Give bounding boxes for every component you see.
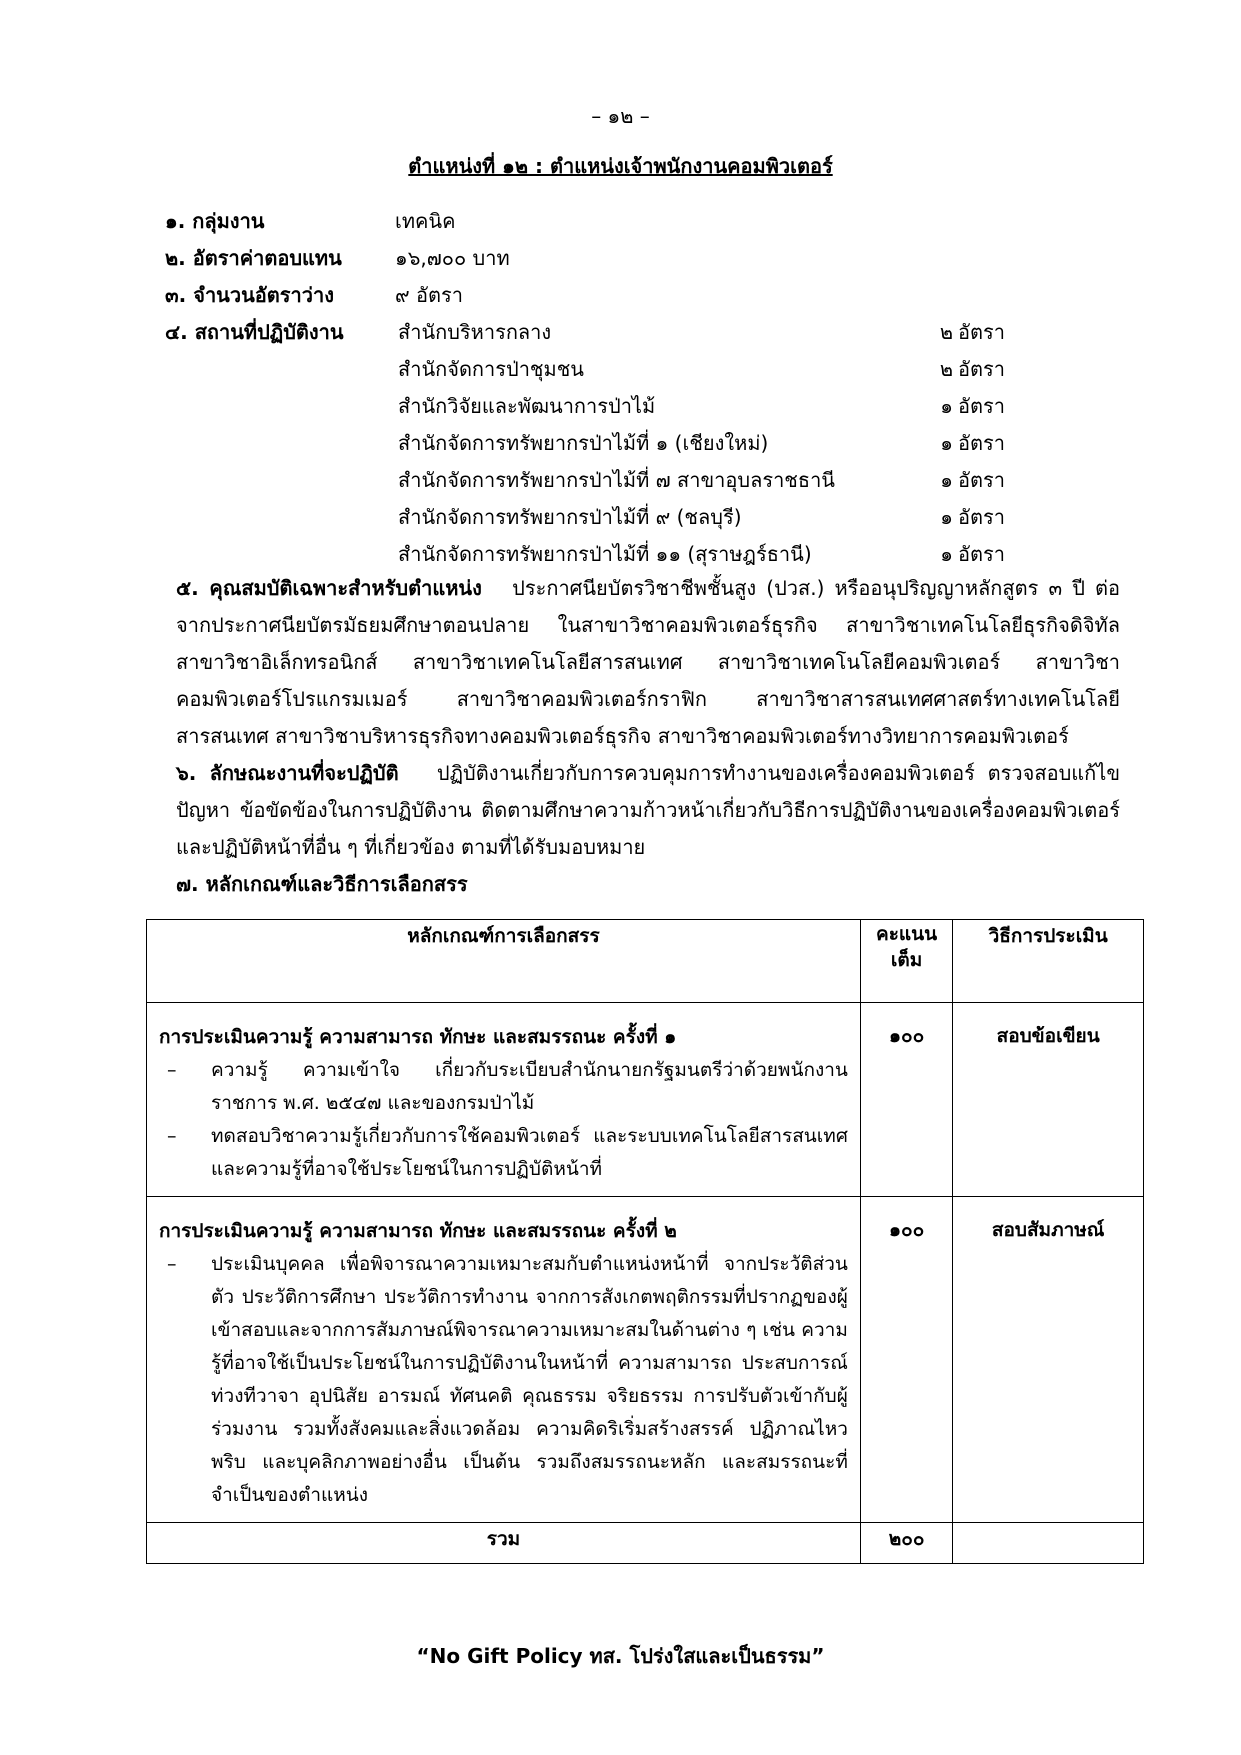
location-name: สำนักจัดการป่าชุมชน	[398, 357, 584, 381]
position-title: ตำแหน่งที่ ๑๒ : ตำแหน่งเจ้าพนักงานคอมพิวเตอร์	[408, 154, 833, 178]
total-score: ๒๐๐	[860, 1523, 952, 1564]
location-count: ๒	[939, 320, 953, 344]
location-count: ๑	[940, 394, 953, 418]
total-empty-cell	[953, 1523, 1144, 1564]
location-unit: อัตรา	[958, 320, 1005, 344]
info-label: ๓. จำนวนอัตราว่าง	[165, 283, 334, 307]
location-count: ๒	[939, 357, 953, 381]
criteria-cell	[147, 1197, 861, 1523]
total-label: รวม	[147, 1523, 861, 1564]
criteria-heading: ๗. หลักเกณฑ์และวิธีการเลือกสรร	[176, 872, 468, 896]
location-unit: อัตรา	[958, 394, 1005, 418]
table-total-row	[147, 1523, 1144, 1564]
location-name: สำนักจัดการทรัพยากรป่าไม้ที่ ๙ (ชลบุรี)	[398, 505, 742, 529]
location-name: สำนักบริหารกลาง	[398, 320, 552, 344]
method-cell: สอบข้อเขียน	[953, 1003, 1144, 1197]
duties-text: ปฏิบัติงานเกี่ยวกับการควบคุมการทำงานของเครื่องคอมพิวเตอร์ ตรวจสอบแก้ไขปัญหา ข้อขัดข้องในการปฏิบัติงาน ติดตามศึกษาความก้าวหน้าเกี่ยวกับวิธีการปฏิบัติงานของเครื่องคอมพิวเตอร์ และปฏิบัติหน้าที่อื่น ๆ ที่เกี่ยวข้อง ตามที่ได้รับมอบหมาย	[176, 761, 1121, 859]
header-method: วิธีการประเมิน	[953, 920, 1144, 1003]
table-row	[147, 1003, 1144, 1197]
location-unit: อัตรา	[958, 542, 1005, 566]
location-unit: อัตรา	[958, 357, 1005, 381]
location-unit: อัตรา	[958, 505, 1005, 529]
location-name: สำนักจัดการทรัพยากรป่าไม้ที่ ๑ (เชียงใหม่)	[398, 431, 769, 455]
criteria-title: การประเมินความรู้ ความสามารถ ทักษะ และสมรรถนะ ครั้งที่ ๑	[159, 1026, 677, 1048]
info-label: ๑. กลุ่มงาน	[165, 209, 265, 233]
criteria-item	[159, 1120, 848, 1186]
location-count: ๑	[940, 542, 953, 566]
location-count: ๑	[940, 431, 953, 455]
location-count: ๑	[940, 505, 953, 529]
info-label: ๒. อัตราค่าตอบแทน	[165, 246, 342, 270]
criteria-item-text: ความรู้ ความเข้าใจ เกี่ยวกับระเบียบสำนักนายกรัฐมนตรีว่าด้วยพนักงานราชการ พ.ศ. ๒๕๔๗ และของกรมป่าไม้	[211, 1059, 848, 1114]
location-count: ๑	[940, 468, 953, 492]
criteria-item-text: ประเมินบุคคล เพื่อพิจารณาความเหมาะสมกับตำแหน่งหน้าที่ จากประวัติส่วนตัว ประวัติการศึกษา ประวัติการทำงาน จากการสังเกตพฤติกรรมที่ปรากฏของผู้เข้าสอบและจากการสัมภาษณ์พิจารณาความเหมาะสมในด้านต่าง ๆ เช่น ความรู้ที่อาจใช้เป็นประโยชน์ในการปฏิบัติงานในหน้าที่ ความสามารถ ประสบการณ์ ท่วงทีวาจา อุปนิสัย อารมณ์ ทัศนคติ คุณธรรม จริยธรรม การปรับตัวเข้ากับผู้ร่วมงาน รวมทั้งสังคมและสิ่งแวดล้อม ความคิดริเริ่มสร้างสรรค์ ปฏิภาณไหวพริบ และบุคลิกภาพอย่างอื่น เป็นต้น รวมถึงสมรรถนะหลัก และสมรรถนะที่จำเป็นของตำแหน่ง	[211, 1253, 848, 1506]
info-value: เทคนิค	[395, 209, 456, 233]
method-cell: สอบสัมภาษณ์	[953, 1197, 1144, 1523]
duties-paragraph	[176, 755, 1120, 866]
location-name: สำนักวิจัยและพัฒนาการป่าไม้	[398, 394, 656, 418]
table-row	[147, 1197, 1144, 1523]
criteria-cell	[147, 1003, 861, 1197]
page-number: – ๑๒ –	[591, 104, 650, 128]
criteria-title: การประเมินความรู้ ความสามารถ ทักษะ และสมรรถนะ ครั้งที่ ๒	[159, 1220, 677, 1242]
score-cell: ๑๐๐	[860, 1197, 952, 1523]
info-value: ๑๖,๗๐๐ บาท	[395, 246, 510, 270]
dash-bullet: –	[167, 1125, 177, 1147]
header-score: คะแนนเต็ม	[860, 920, 952, 1003]
qualifications-text: ประกาศนียบัตรวิชาชีพชั้นสูง (ปวส.) หรืออนุปริญญาหลักสูตร ๓ ปี ต่อจากประกาศนียบัตรมัธยมศึกษาตอนปลาย ในสาขาวิชาคอมพิวเตอร์ธุรกิจ สาขาวิชาเทคโนโลยีธุรกิจดิจิทัล สาขาวิชาอิเล็กทรอนิกส์ สาขาวิชาเทคโนโลยีสารสนเทศ สาขาวิชาเทคโนโลยีคอมพิวเตอร์ สาขาวิชาคอมพิวเตอร์โปรแกรมเมอร์ สาขาวิชาคอมพิวเตอร์กราฟิก สาขาวิชาสารสนเทศศาสตร์ทางเทคโนโลยีสารสนเทศ สาขาวิชาบริหารธุรกิจทางคอมพิวเตอร์ธุรกิจ สาขาวิชาคอมพิวเตอร์ทางวิทยาการคอมพิวเตอร์	[176, 576, 1121, 748]
table-header-row	[147, 920, 1144, 1003]
selection-criteria-table	[146, 919, 1144, 1564]
duties-label: ๖. ลักษณะงานที่จะปฏิบัติ	[176, 761, 399, 785]
dash-bullet: –	[167, 1059, 177, 1081]
criteria-item-text: ทดสอบวิชาความรู้เกี่ยวกับการใช้คอมพิวเตอร์ และระบบเทคโนโลยีสารสนเทศและความรู้ที่อาจใช้ประโยชน์ในการปฏิบัติหน้าที่	[211, 1125, 848, 1180]
qualifications-paragraph	[176, 570, 1120, 755]
location-name: สำนักจัดการทรัพยากรป่าไม้ที่ ๗ สาขาอุบลราชธานี	[398, 468, 835, 492]
dash-bullet: –	[167, 1253, 177, 1275]
footer-slogan: “No Gift Policy ทส. โปร่งใสและเป็นธรรม”	[416, 1644, 825, 1668]
score-cell: ๑๐๐	[860, 1003, 952, 1197]
qualifications-label: ๕. คุณสมบัติเฉพาะสำหรับตำแหน่ง	[176, 576, 482, 600]
info-value: ๙ อัตรา	[395, 283, 463, 307]
header-criteria: หลักเกณฑ์การเลือกสรร	[147, 920, 861, 1003]
location-unit: อัตรา	[958, 431, 1005, 455]
criteria-item	[159, 1054, 848, 1120]
location-name: สำนักจัดการทรัพยากรป่าไม้ที่ ๑๑ (สุราษฎร์ธานี)	[398, 542, 812, 566]
criteria-item	[159, 1248, 848, 1512]
info-label: ๔. สถานที่ปฏิบัติงาน	[165, 320, 344, 344]
location-unit: อัตรา	[958, 468, 1005, 492]
